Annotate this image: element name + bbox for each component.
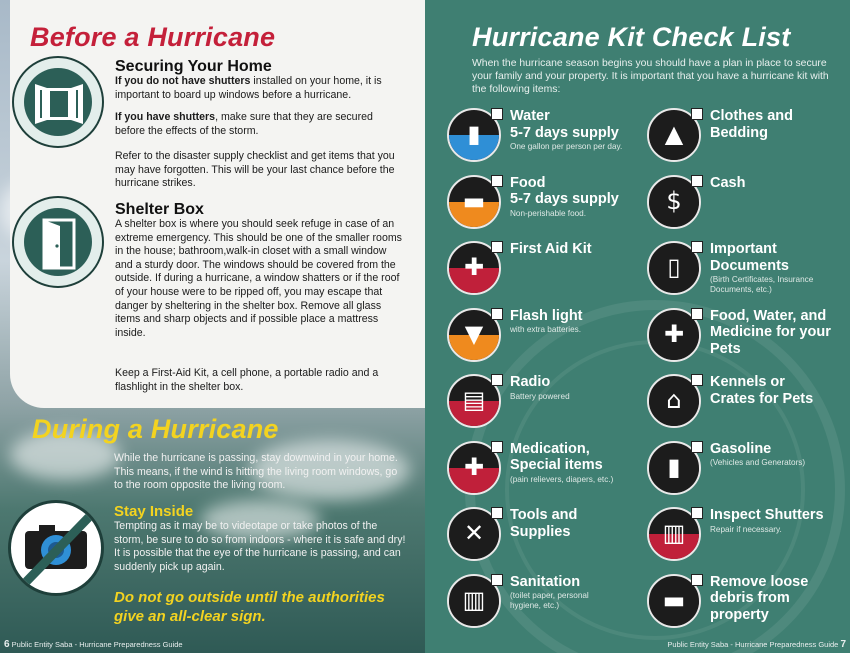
warning-text: Do not go outside until the authorities give an all-clear sign.	[114, 589, 385, 625]
bone-icon: ✚	[647, 308, 701, 362]
item-name: Cash	[710, 174, 746, 191]
item-name: Gasoline	[710, 440, 772, 457]
item-name: Kennels or Crates for Pets	[710, 374, 814, 407]
gas-pump-icon: ▮	[647, 441, 701, 495]
item-name: Clothes and Bedding	[710, 108, 793, 141]
medication-icon: ✚	[447, 441, 501, 495]
cash-icon: $	[647, 175, 701, 229]
checklist-item	[647, 374, 847, 434]
checklist-item	[447, 241, 647, 301]
item-name: Water 5-7 days supply	[510, 108, 619, 141]
item-name: Food, Water, and Medicine for your Pets	[710, 307, 831, 357]
before-hurricane-title: Before a Hurricane	[30, 22, 276, 52]
door-icon	[12, 196, 104, 288]
documents-icon: ▯	[647, 241, 701, 295]
right-page	[425, 0, 850, 653]
checklist-item	[447, 175, 647, 235]
checklist-item	[647, 308, 847, 368]
checklist-item	[647, 574, 847, 634]
item-checkbox[interactable]	[491, 241, 503, 253]
left-footer: 6 Public Entity Saba - Hurricane Preparedness Guide	[4, 639, 183, 650]
item-checkbox[interactable]	[491, 574, 503, 586]
item-note: Non-perishable food.	[510, 208, 587, 218]
securing-paragraph-1: If you do not have shutters installed on your home, it is important to board up windows before a hurricane.	[115, 75, 382, 101]
checklist-item	[647, 507, 847, 567]
item-note: (Vehicles and Generators)	[710, 458, 806, 467]
window-icon	[12, 56, 104, 148]
checklist-item	[647, 175, 847, 235]
no-camera-icon	[8, 500, 104, 596]
shelter-paragraph-2: Keep a First-Aid Kit, a cell phone, a portable radio and a flashlight in the shelter box.	[115, 367, 379, 393]
item-checkbox[interactable]	[691, 574, 703, 586]
flashlight-icon: ▼	[447, 308, 501, 362]
trash-can-icon: ▥	[447, 574, 501, 628]
checklist-item	[447, 374, 647, 434]
item-checkbox[interactable]	[491, 374, 503, 386]
item-checkbox[interactable]	[491, 308, 503, 320]
shelter-paragraph-1: A shelter box is where you should seek refuge in case of an extreme emergency. This should be one of the smaller rooms in the house; bathroom,walk-in closet with a small window and a sturdy door. The windows should be covered from the outside. If during a hurricane, a window shatters or if the roof of your house were to be ripped off, you may escape that danger by sheltering in the shelter box. Remove all glass items and sharp objects and if possible place a mattress inside.	[115, 218, 402, 339]
during-paragraph: While the hurricane is passing, stay downwind in your home. This means, if the wind is hitting the living room windows, go to the room opposite the living room.	[114, 452, 398, 492]
canned-food-icon: ▬	[447, 175, 501, 229]
first-aid-kit-icon: ✚	[447, 241, 501, 295]
checklist-item	[447, 108, 647, 168]
securing-paragraph-3: Refer to the disaster supply checklist and get items that you may have forgotten. This will be your last chance before the hurricane strikes.	[115, 150, 395, 190]
checklist-item	[447, 574, 647, 634]
item-checkbox[interactable]	[691, 241, 703, 253]
item-note: with extra batteries.	[510, 325, 581, 334]
item-name: Important Documents	[710, 241, 789, 274]
kit-checklist-title: Hurricane Kit Check List	[472, 22, 791, 52]
item-checkbox[interactable]	[491, 507, 503, 519]
item-name: Tools and Supplies	[510, 507, 578, 540]
item-checkbox[interactable]	[691, 175, 703, 187]
t-shirt-icon: ▲	[647, 108, 701, 162]
checklist-item	[447, 308, 647, 368]
shutters-icon: ▥	[647, 507, 701, 561]
stay-inside-paragraph: Tempting as it may be to videotape or take photos of the storm, be sure to do so from indoors - where it is safe and dry! It is possible that the eye of the hurricane is passing, and can suddenly pick up again.	[114, 520, 406, 573]
item-name: Inspect Shutters	[710, 507, 824, 523]
item-name: Food 5-7 days supply	[510, 174, 619, 207]
item-checkbox[interactable]	[691, 441, 703, 453]
item-name: Flash light	[510, 307, 583, 324]
item-note: (Birth Certificates, Insurance Documents, etc.)	[710, 275, 814, 294]
item-name: Medication, Special items	[510, 440, 603, 473]
item-checkbox[interactable]	[691, 507, 703, 519]
checklist-item	[447, 441, 647, 501]
item-note: (toilet paper, personal hygiene, etc.)	[510, 591, 589, 610]
securing-home-title: Securing Your Home	[115, 58, 272, 75]
item-checkbox[interactable]	[491, 441, 503, 453]
kit-intro: When the hurricane season begins you should have a plan in place to secure your family and your property. It is important that you have a hurricane kit with the following items:	[472, 58, 829, 95]
checklist-item	[647, 441, 847, 501]
item-note: One gallon per person per day.	[510, 142, 623, 151]
stay-inside-title: Stay Inside	[114, 503, 194, 520]
item-checkbox[interactable]	[691, 308, 703, 320]
water-bottle-icon: ▮	[447, 108, 501, 162]
item-note: Battery powered	[510, 391, 570, 401]
item-note: Repair if necessary.	[710, 524, 782, 534]
radio-icon: ▤	[447, 374, 501, 428]
checklist-item	[647, 241, 847, 301]
right-footer: Public Entity Saba - Hurricane Preparedness Guide 7	[667, 639, 846, 650]
item-checkbox[interactable]	[691, 108, 703, 120]
item-name: First Aid Kit	[510, 241, 592, 257]
shelter-box-title: Shelter Box	[115, 201, 204, 218]
dog-house-icon: ⌂	[647, 374, 701, 428]
item-checkbox[interactable]	[491, 108, 503, 120]
item-checkbox[interactable]	[491, 175, 503, 187]
checklist-item	[447, 507, 647, 567]
item-name: Remove loose debris from property	[710, 573, 809, 623]
item-name: Radio	[510, 374, 551, 390]
tools-icon: ✕	[447, 507, 501, 561]
checklist-item	[647, 108, 847, 168]
debris-icon: ▬	[647, 574, 701, 628]
securing-paragraph-2: If you have shutters, make sure that they are secured before the effects of the storm.	[115, 111, 373, 137]
item-name: Sanitation	[510, 573, 581, 590]
item-note: (pain relievers, diapers, etc.)	[510, 474, 614, 484]
during-hurricane-title: During a Hurricane	[32, 414, 279, 444]
item-checkbox[interactable]	[691, 374, 703, 386]
